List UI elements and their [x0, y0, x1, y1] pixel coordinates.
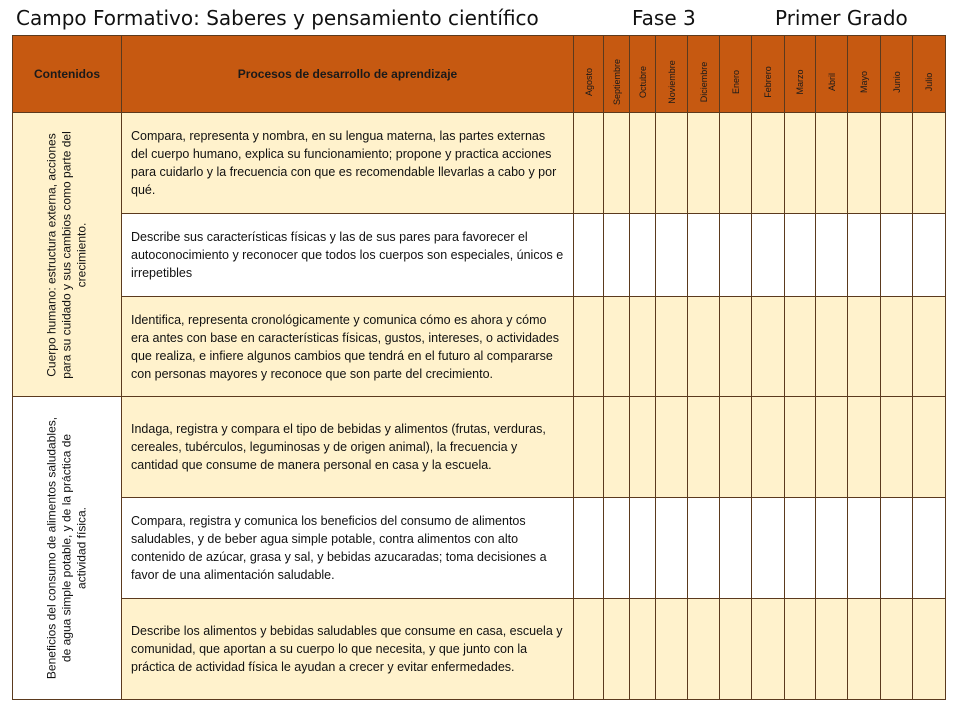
month-check-cell[interactable]	[574, 599, 604, 700]
month-check-cell[interactable]	[688, 214, 720, 297]
month-check-cell[interactable]	[881, 113, 913, 214]
month-check-cell[interactable]	[816, 214, 848, 297]
page-header	[0, 6, 960, 36]
month-check-cell[interactable]	[630, 297, 656, 397]
proceso-cell: Indaga, registra y compara el tipo de bebidas y alimentos (frutas, verduras, cereales, tubérculos, leguminosas y de origen animal), la frecuencia y cantidad que consume de manera personal en casa y la escuela.	[122, 397, 574, 498]
month-header	[848, 36, 881, 113]
month-check-cell[interactable]	[913, 498, 946, 599]
month-check-cell[interactable]	[574, 214, 604, 297]
month-check-cell[interactable]	[881, 397, 913, 498]
month-check-cell[interactable]	[785, 297, 816, 397]
month-check-cell[interactable]	[913, 599, 946, 700]
month-check-cell[interactable]	[656, 498, 688, 599]
month-check-cell[interactable]	[881, 599, 913, 700]
month-label: Abril	[826, 72, 837, 91]
month-check-cell[interactable]	[785, 214, 816, 297]
month-header	[752, 36, 785, 113]
month-label: Septiembre	[611, 58, 622, 105]
planning-table	[12, 35, 946, 700]
month-header	[574, 36, 604, 113]
grade-label: Primer Grado	[775, 6, 908, 30]
proceso-cell: Compara, registra y comunica los beneficios del consumo de alimentos saludables, y de beber agua simple potable, contra alimentos con alto contenido de azúcar, grasa y sal, y bebidas azucaradas; toma decisiones a favor de una alimentación saludable.	[122, 498, 574, 599]
month-label: Agosto	[583, 67, 594, 96]
month-check-cell[interactable]	[688, 113, 720, 214]
month-check-cell[interactable]	[816, 113, 848, 214]
month-check-cell[interactable]	[785, 599, 816, 700]
phase-label: Fase 3	[632, 6, 696, 30]
month-check-cell[interactable]	[913, 397, 946, 498]
month-check-cell[interactable]	[785, 498, 816, 599]
month-check-cell[interactable]	[752, 113, 785, 214]
month-check-cell[interactable]	[816, 297, 848, 397]
month-header	[604, 36, 630, 113]
month-check-cell[interactable]	[720, 214, 752, 297]
table-row	[13, 599, 946, 700]
month-check-cell[interactable]	[881, 498, 913, 599]
month-label: Diciembre	[698, 61, 709, 102]
month-check-cell[interactable]	[688, 498, 720, 599]
month-check-cell[interactable]	[604, 498, 630, 599]
month-check-cell[interactable]	[574, 297, 604, 397]
month-label: Julio	[924, 72, 934, 91]
month-check-cell[interactable]	[604, 214, 630, 297]
month-check-cell[interactable]	[688, 297, 720, 397]
month-check-cell[interactable]	[604, 599, 630, 700]
month-check-cell[interactable]	[752, 599, 785, 700]
month-label: Junio	[891, 70, 902, 93]
month-label: Octubre	[637, 65, 648, 98]
month-check-cell[interactable]	[688, 397, 720, 498]
month-header	[720, 36, 752, 113]
table-header-row	[13, 36, 946, 113]
proceso-cell: Describe los alimentos y bebidas saludables que consume en casa, escuela y comunidad, que aportan a su cuerpo lo que necesita, y que junto con la práctica de actividad física le ayudan a crecer y evitar enfermedades.	[122, 599, 574, 700]
month-check-cell[interactable]	[656, 397, 688, 498]
proceso-cell: Identifica, representa cronológicamente y comunica cómo es ahora y cómo era antes con base en características físicas, gustos, intereses, o actividades que realiza, e infiere algunos cambios que tendrá en el futuro al compararse con personas mayores y reconoce que son parte del crecimiento.	[122, 297, 574, 397]
table-row	[13, 498, 946, 599]
month-check-cell[interactable]	[574, 397, 604, 498]
proceso-cell: Compara, representa y nombra, en su lengua materna, las partes externas del cuerpo humano, explica su funcionamiento; propone y practica acciones para cuidarlo y la frecuencia con que es recomendable llevarlas a cabo y por qué.	[122, 113, 574, 214]
month-header	[630, 36, 656, 113]
month-check-cell[interactable]	[881, 297, 913, 397]
month-check-cell[interactable]	[720, 113, 752, 214]
month-check-cell[interactable]	[630, 397, 656, 498]
month-check-cell[interactable]	[816, 397, 848, 498]
contenido-cell	[13, 397, 122, 700]
month-check-cell[interactable]	[848, 599, 881, 700]
month-header	[816, 36, 848, 113]
month-label: Enero	[730, 69, 741, 94]
month-check-cell[interactable]	[913, 113, 946, 214]
month-check-cell[interactable]	[816, 498, 848, 599]
contenido-cell	[13, 113, 122, 397]
month-label: Noviembre	[666, 59, 677, 104]
month-check-cell[interactable]	[630, 599, 656, 700]
month-check-cell[interactable]	[574, 498, 604, 599]
month-check-cell[interactable]	[848, 113, 881, 214]
month-check-cell[interactable]	[913, 214, 946, 297]
month-check-cell[interactable]	[752, 498, 785, 599]
month-header	[656, 36, 688, 113]
month-header	[881, 36, 913, 113]
month-check-cell[interactable]	[785, 397, 816, 498]
table-row	[13, 397, 946, 498]
month-header	[913, 36, 946, 113]
month-check-cell[interactable]	[752, 214, 785, 297]
month-check-cell[interactable]	[848, 397, 881, 498]
proceso-cell: Describe sus características físicas y las de sus pares para favorecer el autoconocimiento y reconocer que todos los cuerpos son especiales, únicos e irrepetibles	[122, 214, 574, 297]
month-check-cell[interactable]	[720, 599, 752, 700]
page-title: Campo Formativo: Saberes y pensamiento científico	[16, 6, 539, 30]
month-check-cell[interactable]	[604, 297, 630, 397]
month-label: Mayo	[859, 70, 869, 93]
month-header	[785, 36, 816, 113]
month-check-cell[interactable]	[630, 113, 656, 214]
month-check-cell[interactable]	[688, 599, 720, 700]
header-procesos: Procesos de desarrollo de aprendizaje	[122, 36, 574, 113]
month-check-cell[interactable]	[848, 214, 881, 297]
month-check-cell[interactable]	[848, 498, 881, 599]
month-check-cell[interactable]	[816, 599, 848, 700]
month-check-cell[interactable]	[656, 113, 688, 214]
month-header	[688, 36, 720, 113]
header-contenidos: Contenidos	[13, 36, 122, 113]
month-check-cell[interactable]	[913, 297, 946, 397]
month-check-cell[interactable]	[720, 498, 752, 599]
month-check-cell[interactable]	[604, 397, 630, 498]
month-check-cell[interactable]	[604, 113, 630, 214]
month-label: Marzo	[795, 69, 805, 95]
month-check-cell[interactable]	[720, 397, 752, 498]
month-check-cell[interactable]	[656, 599, 688, 700]
table-row	[13, 297, 946, 397]
contenido-text: Beneficios del consumo de alimentos saludables, de agua simple potable, y de la práctica de actividad física.	[44, 416, 89, 680]
month-check-cell[interactable]	[785, 113, 816, 214]
month-check-cell[interactable]	[656, 297, 688, 397]
month-check-cell[interactable]	[656, 214, 688, 297]
month-check-cell[interactable]	[752, 397, 785, 498]
month-check-cell[interactable]	[630, 498, 656, 599]
month-check-cell[interactable]	[574, 113, 604, 214]
month-check-cell[interactable]	[630, 214, 656, 297]
table-row	[13, 113, 946, 214]
month-check-cell[interactable]	[720, 297, 752, 397]
month-check-cell[interactable]	[881, 214, 913, 297]
month-check-cell[interactable]	[752, 297, 785, 397]
contenido-text: Cuerpo humano: estructura externa, acciones para su cuidado y sus cambios como parte del crecimiento.	[44, 130, 89, 379]
month-check-cell[interactable]	[848, 297, 881, 397]
table-row	[13, 214, 946, 297]
month-label: Febrero	[763, 65, 773, 98]
